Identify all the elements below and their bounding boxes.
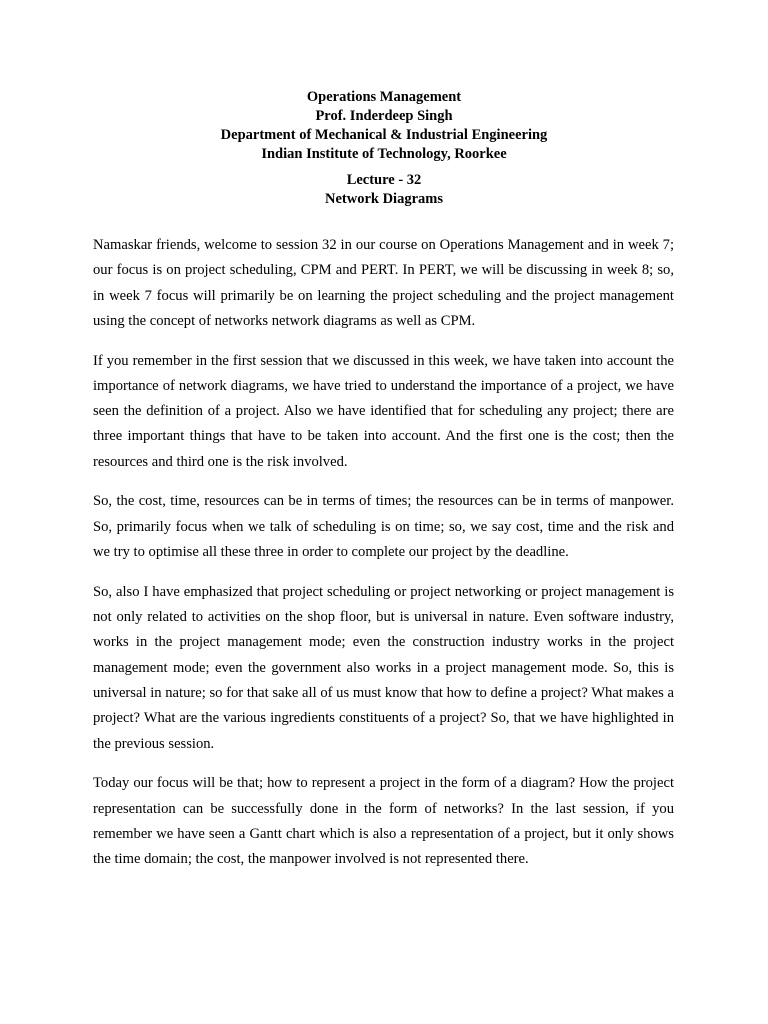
paragraph-1: Namaskar friends, welcome to session 32 in our course on Operations Management and in week 7; our focus is on project scheduling, CPM and PERT. In PERT, we will be discussing in week 8; so, in week 7 focus will primarily be on learning the project scheduling and the project management using the concept of networks network diagrams as well as CPM. <box>93 237 674 329</box>
paragraph-3: So, the cost, time, resources can be in terms of times; the resources can be in terms of manpower. So, primarily focus when we talk of scheduling is on time; so, we say cost, time and the risk and we try to optimise all these three in order to complete our project by the deadline. <box>93 493 674 561</box>
paragraph-2: If you remember in the first session that we discussed in this week, we have taken into account the importance of network diagrams, we have tried to understand the importance of a project, we have seen the definition of a project. Also we have identified that for scheduling any project; there are three important things that have to be taken into account. And the first one is the cost; then the resources and third one is the risk involved. <box>93 352 674 470</box>
course-title: Operations Management <box>306 89 462 105</box>
lecture-heading <box>0 171 768 209</box>
lecture-number: Lecture - 32 <box>346 172 422 188</box>
document-body <box>93 233 674 887</box>
professor-name: Prof. Inderdeep Singh <box>315 108 453 124</box>
institute-name: Indian Institute of Technology, Roorkee <box>261 146 507 162</box>
paragraph-5: Today our focus will be that; how to represent a project in the form of a diagram? How the project representation can be successfully done in the form of networks? In the last session, if you remember we have seen a Gantt chart which is also a representation of a project, but it only shows the time domain; the cost, the manpower involved is not represented there. <box>93 775 674 868</box>
lecture-title: Network Diagrams <box>325 191 443 207</box>
department-name: Department of Mechanical & Industrial Engineering <box>220 127 548 143</box>
document-header <box>0 88 768 164</box>
paragraph-4: So, also I have emphasized that project scheduling or project networking or project management is not only related to activities on the shop floor, but is universal in nature. Even software industry, works in the project management mode; even the construction industry works in the project management mode; even the government also works in a project management mode. So, this is universal in nature; so for that sake all of us must know that how to define a project? What makes a project? What are the various ingredients constituents of a project? So, that we have highlighted in the previous session. <box>93 583 674 752</box>
